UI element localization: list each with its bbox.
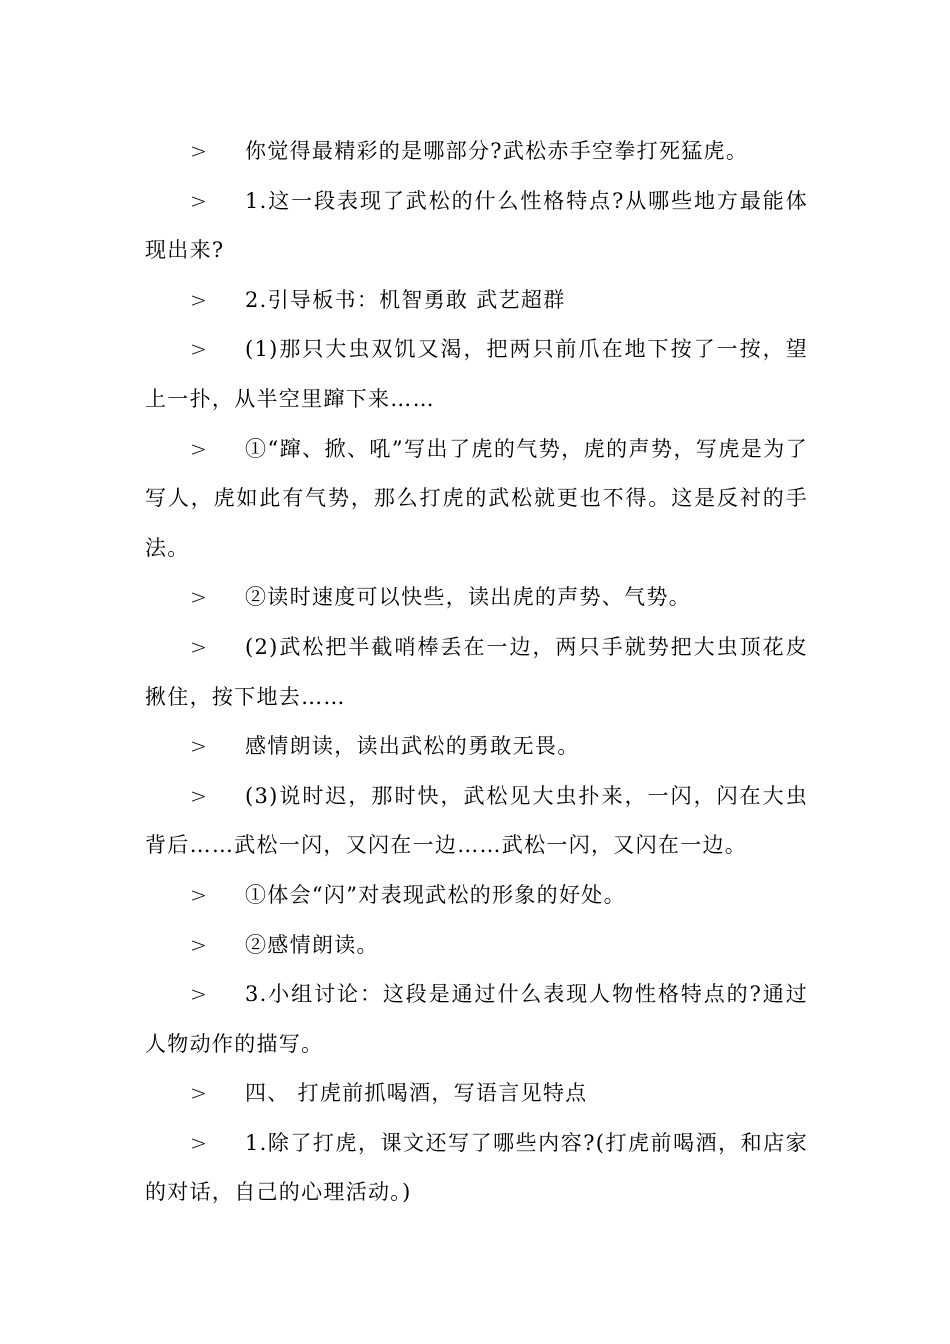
- paragraph-text: 感情朗读，读出武松的勇敢无畏。: [245, 734, 580, 759]
- bullet-arrow-icon: >: [190, 188, 209, 213]
- paragraph-text: (2)武松把半截哨棒丢在一边，两只手就势把大虫顶花皮揪住，按下地去……: [145, 634, 808, 709]
- bullet-arrow-icon: >: [190, 139, 209, 163]
- bullet-arrow-icon: >: [190, 783, 209, 808]
- bullet-arrow-icon: >: [190, 287, 209, 312]
- paragraph-text: 1.除了打虎，课文还写了哪些内容?(打虎前喝酒，和店家的对话，自己的心理活动。): [145, 1130, 808, 1205]
- paragraph: [145, 772, 808, 871]
- paragraph: [145, 623, 808, 722]
- paragraph-text: 四、 打虎前抓喝酒，写语言见特点: [245, 1081, 588, 1106]
- paragraph-text: ①“蹿、掀、吼”写出了虎的气势，虎的声势，写虎是为了写人，虎如此有气势，那么打虎的武松就更也不得。这是反衬的手法。: [145, 436, 808, 560]
- bullet-arrow-icon: >: [190, 436, 209, 461]
- paragraph-text: (1)那只大虫双饥又渴，把两只前爪在地下按了一按，望上一扑，从半空里蹿下来……: [145, 337, 808, 411]
- paragraph-text: ②读时速度可以快些，读出虎的声势、气势。: [245, 585, 691, 610]
- bullet-arrow-icon: >: [190, 337, 209, 362]
- paragraph: [145, 425, 808, 574]
- paragraph: [145, 573, 808, 623]
- paragraph-text: ②感情朗读。: [245, 932, 379, 957]
- bullet-arrow-icon: >: [190, 1130, 209, 1155]
- bullet-arrow-icon: >: [190, 882, 209, 907]
- paragraph: [145, 1119, 808, 1218]
- paragraph-text: ①体会“闪”对表现武松的形象的好处。: [245, 882, 626, 907]
- bullet-arrow-icon: >: [190, 932, 209, 957]
- paragraph: [145, 871, 808, 921]
- paragraph-text: 2.引导板书：机智勇敢 武艺超群: [245, 287, 566, 312]
- paragraph: [145, 722, 808, 772]
- bullet-arrow-icon: >: [190, 634, 209, 659]
- document-body: [145, 127, 808, 1218]
- paragraph: [145, 127, 808, 177]
- paragraph: [145, 325, 808, 424]
- paragraph: [145, 177, 808, 276]
- paragraph-text: (3)说时迟，那时快，武松见大虫扑来，一闪，闪在大虫背后……武松一闪，又闪在一边……武松一闪，又闪在一边。: [145, 783, 808, 858]
- paragraph: [145, 970, 808, 1069]
- bullet-arrow-icon: >: [190, 734, 209, 759]
- paragraph-text: 1.这一段表现了武松的什么性格特点?从哪些地方最能体现出来?: [145, 188, 808, 263]
- paragraph: [145, 921, 808, 971]
- bullet-arrow-icon: >: [190, 585, 209, 610]
- paragraph: [145, 1069, 808, 1119]
- bullet-arrow-icon: >: [190, 1081, 209, 1106]
- paragraph-text: 你觉得最精彩的是哪部分?武松赤手空拳打死猛虎。: [245, 139, 749, 163]
- paragraph: [145, 276, 808, 326]
- paragraph-text: 3.小组讨论：这段是通过什么表现人物性格特点的?通过人物动作的描写。: [145, 982, 808, 1056]
- bullet-arrow-icon: >: [190, 982, 209, 1007]
